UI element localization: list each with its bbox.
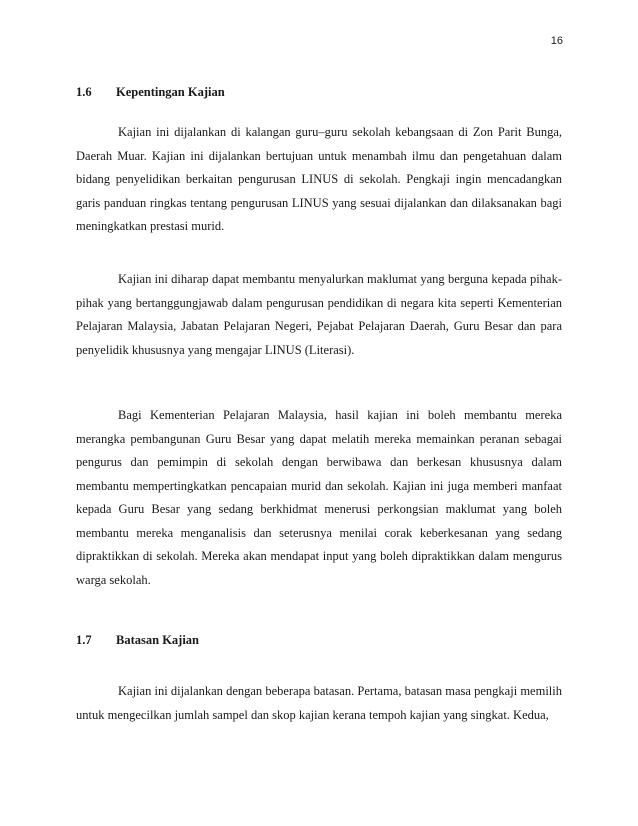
section-title: Kepentingan Kajian — [116, 85, 225, 99]
page-number: 16 — [550, 35, 563, 47]
section-title: Batasan Kajian — [116, 633, 200, 647]
paragraph-1-6-b: Kajian ini diharap dapat membantu menyalurkan maklumat yang berguna kepada pihak-pihak yang bertanggungjawab dalam pengurusan pendidikan di negara kita seperti Kementerian Pelajaran Malaysia, Jabatan Pelajaran Negeri, Pejabat Pelajaran Daerah, Guru Besar dan para penyelidik khususnya yang mengajar LINUS (Literasi). — [76, 272, 562, 357]
section-heading-1-6 — [76, 85, 225, 100]
section-heading-1-7 — [76, 633, 199, 648]
paragraph-1-6-c: Bagi Kementerian Pelajaran Malaysia, hasil kajian ini boleh membantu mereka merangka pembangunan Guru Besar yang dapat melatih mereka memainkan peranan sebagai pengurus dan pemimpin di sekolah dengan berwibawa dan berkesan khususnya dalam membantu mempertingkatkan pencapaian murid dan sekolah. Kajian ini juga memberi manfaat kepada Guru Besar yang sedang berkhidmat menerusi perkongsian maklumat yang boleh membantu mereka menganalisis dan seterusnya menilai corak keberkesanan yang sedang dipraktikkan di sekolah. Mereka akan mendapat input yang boleh dipraktikkan dalam mengurus warga sekolah. — [76, 408, 562, 587]
section-number: 1.6 — [76, 85, 92, 99]
paragraph-1-6-a: Kajian ini dijalankan di kalangan guru–guru sekolah kebangsaan di Zon Parit Bunga, Daerah Muar. Kajian ini dijalankan bertujuan untuk menambah ilmu dan pengetahuan dalam bidang penyelidikan berkaitan pengurusan LINUS di sekolah. Pengkaji ingin mencadangkan garis panduan ringkas tentang pengurusan LINUS yang sesuai dijalankan dan dilaksanakan bagi meningkatkan prestasi murid. — [76, 125, 562, 233]
paragraph-1-7-a: Kajian ini dijalankan dengan beberapa batasan. Pertama, batasan masa pengkaji memilih untuk mengecilkan jumlah sampel dan skop kajian kerana tempoh kajian yang singkat. Kedua, — [76, 684, 562, 722]
section-number: 1.7 — [76, 633, 92, 647]
